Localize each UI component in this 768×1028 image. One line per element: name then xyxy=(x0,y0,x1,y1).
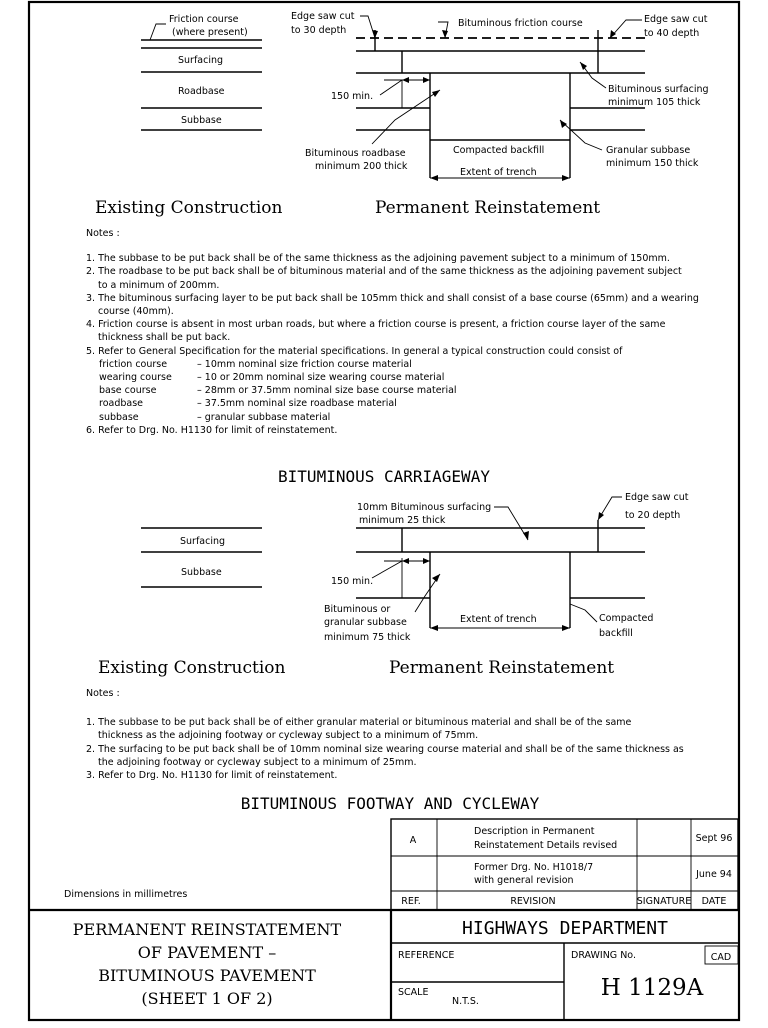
label-compacted-backfill: Compacted backfill xyxy=(453,145,545,156)
note-line: 3. Refer to Drg. No. H1130 for limit of reinstatement. xyxy=(86,770,338,782)
note-line: 6. Refer to Drg. No. H1130 for limit of reinstatement. xyxy=(86,424,338,436)
label-bituminous-surfacing-a: Bituminous surfacing xyxy=(608,84,709,95)
label-edge-cut-40-a: Edge saw cut xyxy=(644,14,708,25)
title-line-2: OF PAVEMENT – xyxy=(137,943,277,962)
scale-value: N.T.S. xyxy=(452,996,479,1007)
dimensions-note: Dimensions in millimetres xyxy=(64,889,188,900)
label-granular-subbase-a: Granular subbase xyxy=(606,145,691,156)
label-subbase-2: Subbase xyxy=(181,567,222,578)
heading-existing-construction-2: Existing Construction xyxy=(98,658,286,678)
label-granular-subbase-b: minimum 150 thick xyxy=(606,158,699,169)
section-title-carriageway: BITUMINOUS CARRIAGEWAY xyxy=(278,467,490,486)
label-compacted: Compacted xyxy=(599,613,654,624)
material-row xyxy=(86,384,699,397)
label-subbase: Subbase xyxy=(181,115,222,126)
label-edge-cut-30-b: to 30 depth xyxy=(291,25,347,36)
revision-a-desc-1: Description in Permanent xyxy=(474,826,595,837)
note-line: 3. The bituminous surfacing layer to be put back shall be 105mm thick and shall consist of a base course (65mm) and a wearing xyxy=(86,292,699,304)
label-bituminous-friction-course: Bituminous friction course xyxy=(458,18,583,29)
label-bituminous-roadbase-a: Bituminous roadbase xyxy=(305,148,406,159)
notes-carriageway xyxy=(86,227,699,437)
heading-existing-construction-1: Existing Construction xyxy=(95,198,283,218)
material-desc: – 28mm or 37.5mm nominal size base course material xyxy=(197,385,457,397)
note-line: thickness shall be put back. xyxy=(98,332,231,344)
revision-b-desc-2: with general revision xyxy=(474,875,574,886)
note-line: 5. Refer to General Specification for the material specifications. In general a typical construction could consist of xyxy=(86,345,623,357)
section-title-footway: BITUMINOUS FOOTWAY AND CYCLEWAY xyxy=(240,794,540,813)
department-name: HIGHWAYS DEPARTMENT xyxy=(462,918,668,939)
revision-table xyxy=(391,819,738,910)
label-where-present: (where present) xyxy=(172,27,248,38)
label-surfacing: Surfacing xyxy=(178,55,224,66)
material-name: roadbase xyxy=(99,398,144,410)
material-desc: – 10mm nominal size friction course material xyxy=(197,358,412,370)
revision-header-signature: SIGNATURE xyxy=(636,896,692,907)
material-row xyxy=(86,371,699,384)
note-line: course (40mm). xyxy=(98,306,174,318)
title-line-1: PERMANENT REINSTATEMENT xyxy=(72,920,342,939)
title-line-3: BITUMINOUS PAVEMENT xyxy=(98,966,316,985)
label-edge-cut-30-a: Edge saw cut xyxy=(291,11,355,22)
permanent-reinstatement-1 xyxy=(291,11,709,181)
note-line: 2. The roadbase to be put back shall be of bituminous material and of the same thickness as the adjoining pavement subject xyxy=(86,266,682,278)
notes-title: Notes : xyxy=(86,228,120,239)
label-extent-of-trench-2: Extent of trench xyxy=(460,614,537,625)
label-friction-course: Friction course xyxy=(169,14,239,25)
note-line: the adjoining footway or cycleway subject to a minimum of 25mm. xyxy=(98,756,417,768)
note-line: 1. The subbase to be put back shall be of the same thickness as the adjoining pavement subject to a minimum of 150mm. xyxy=(86,253,670,265)
revision-b-date: June 94 xyxy=(696,869,732,880)
label-extent-of-trench: Extent of trench xyxy=(460,167,537,178)
note-line: 4. Friction course is absent in most urban roads, but where a friction course is present, a friction course layer of the same xyxy=(86,319,666,331)
heading-permanent-reinstatement-2: Permanent Reinstatement xyxy=(389,658,615,678)
revision-b-desc-1: Former Drg. No. H1018/7 xyxy=(474,862,594,873)
material-name: base course xyxy=(99,385,157,397)
material-name: friction course xyxy=(99,358,168,370)
label-roadbase: Roadbase xyxy=(178,86,225,97)
existing-construction-2 xyxy=(141,528,262,587)
note-line: to a minimum of 200mm. xyxy=(98,279,220,291)
label-edge-cut-20-a: Edge saw cut xyxy=(625,492,689,503)
label-10mm-surfacing-b: minimum 25 thick xyxy=(359,515,446,526)
revision-a-date: Sept 96 xyxy=(695,833,733,844)
note-line: 1. The subbase to be put back shall be of either granular material or bituminous material and shall be of the same xyxy=(86,717,632,729)
material-name: subbase xyxy=(99,411,139,423)
label-150-min: 150 min. xyxy=(331,91,374,102)
material-desc: – granular subbase material xyxy=(197,411,331,423)
revision-a-desc-2: Reinstatement Details revised xyxy=(474,840,618,851)
heading-permanent-reinstatement-1: Permanent Reinstatement xyxy=(375,198,601,218)
title-block xyxy=(29,910,739,1020)
cad-label: CAD xyxy=(710,952,732,963)
scale-label: SCALE xyxy=(398,987,429,998)
note-line: 2. The surfacing to be put back shall be of 10mm nominal size wearing course material and shall be of the same thickness as xyxy=(86,743,684,755)
label-minimum-75-thick: minimum 75 thick xyxy=(324,632,411,643)
label-edge-cut-20-b: to 20 depth xyxy=(625,510,681,521)
material-desc: – 10 or 20mm nominal size wearing course material xyxy=(197,372,445,384)
revision-header-date: DATE xyxy=(701,896,727,907)
reference-label: REFERENCE xyxy=(398,950,455,961)
label-granular-subbase: granular subbase xyxy=(324,617,407,628)
material-row xyxy=(86,411,699,424)
material-row xyxy=(86,397,699,410)
label-surfacing-2: Surfacing xyxy=(180,536,226,547)
existing-construction-1 xyxy=(141,14,262,130)
material-desc: – 37.5mm nominal size roadbase material xyxy=(197,398,397,410)
title-line-4: (SHEET 1 OF 2) xyxy=(141,989,273,1008)
label-bituminous-or: Bituminous or xyxy=(324,604,391,615)
permanent-reinstatement-2 xyxy=(324,492,689,643)
notes-footway xyxy=(86,687,684,782)
revision-ref-a: A xyxy=(409,835,417,846)
label-bituminous-roadbase-b: minimum 200 thick xyxy=(315,161,408,172)
label-150-min-2: 150 min. xyxy=(331,576,374,587)
label-bituminous-surfacing-b: minimum 105 thick xyxy=(608,97,701,108)
note-line: thickness as the adjoining footway or cycleway subject to a minimum of 75mm. xyxy=(98,730,479,742)
label-10mm-surfacing-a: 10mm Bituminous surfacing xyxy=(357,502,492,513)
drawing-number: H 1129A xyxy=(600,975,704,1001)
revision-header-ref: REF. xyxy=(401,896,421,907)
label-edge-cut-40-b: to 40 depth xyxy=(644,28,700,39)
label-backfill: backfill xyxy=(599,628,633,639)
material-name: wearing course xyxy=(99,372,172,384)
revision-header-revision: REVISION xyxy=(510,896,556,907)
notes-title-2: Notes : xyxy=(86,688,120,699)
material-row xyxy=(86,358,699,371)
drawing-no-label: DRAWING No. xyxy=(571,950,636,961)
